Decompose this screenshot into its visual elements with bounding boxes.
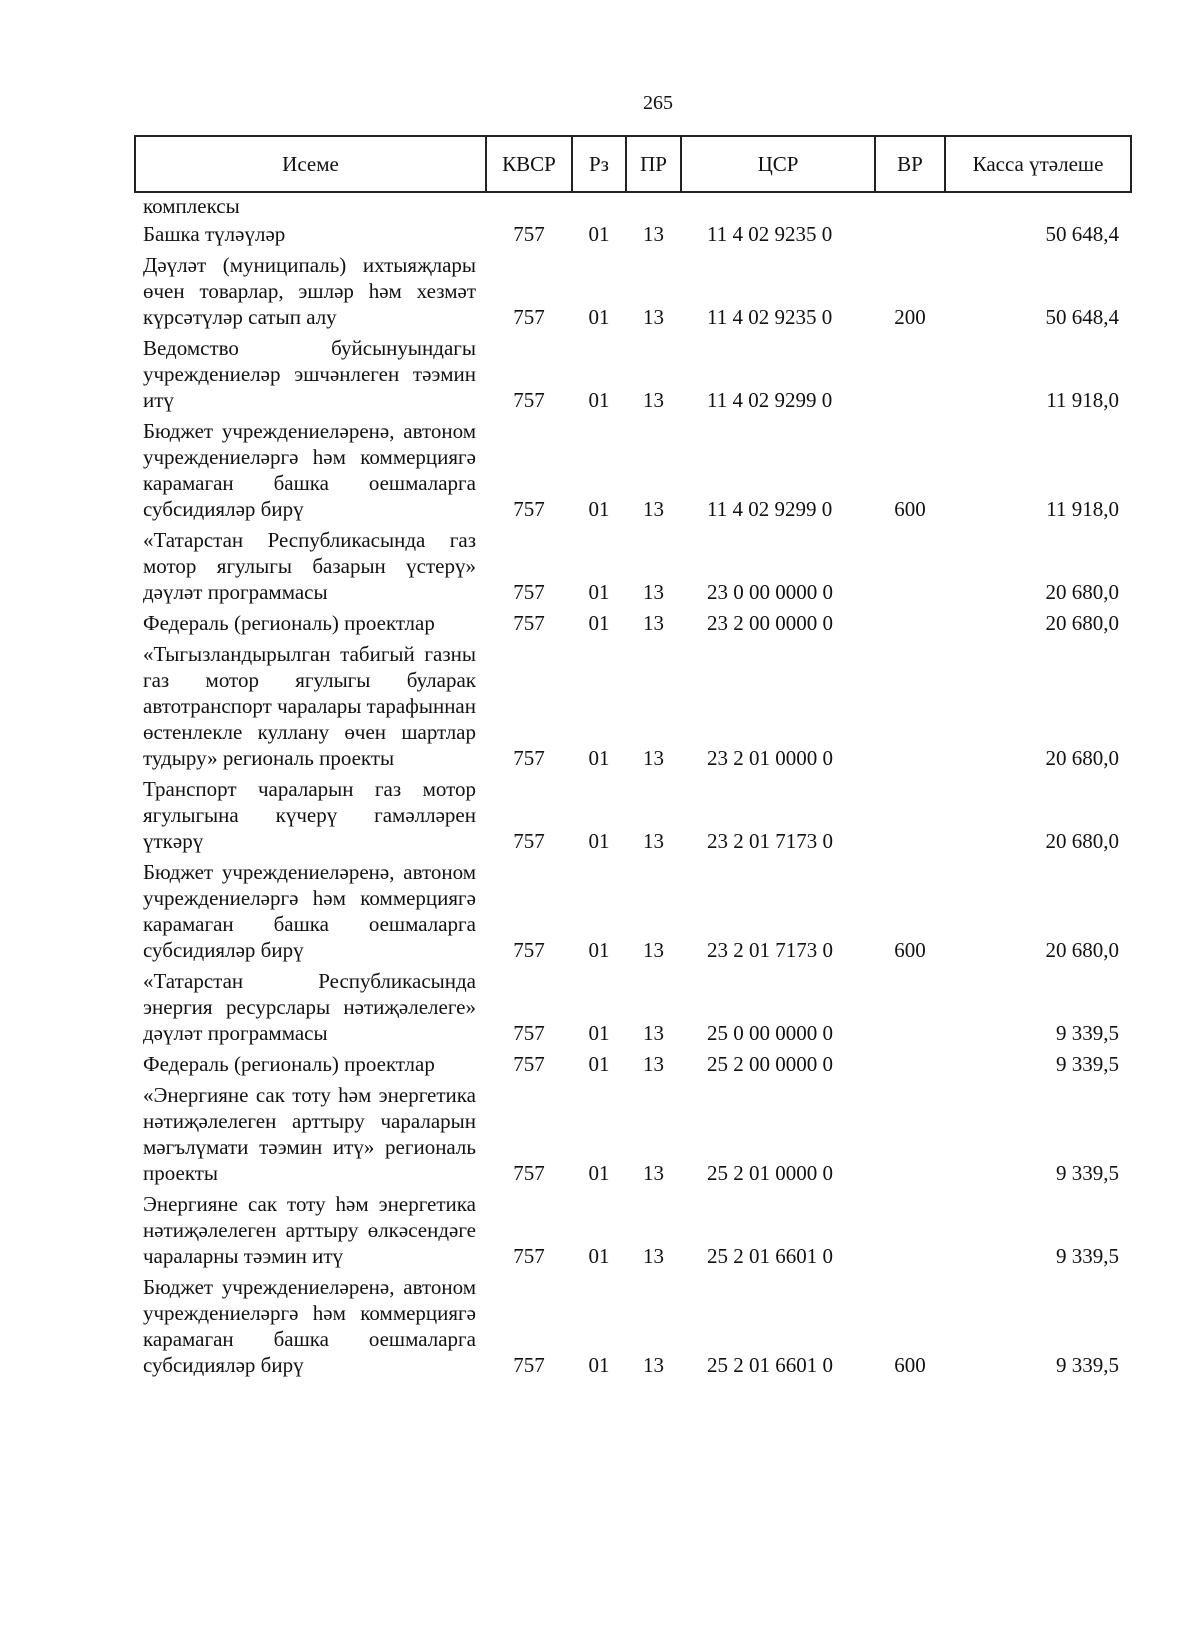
cell-csr: 23 0 00 0000 0 — [707, 580, 833, 604]
cell-sum: 20 680,0 — [1045, 580, 1119, 604]
cell-pr: 13 — [643, 497, 664, 521]
cell-sum: 20 680,0 — [1045, 611, 1119, 635]
cell-sum: 9 339,5 — [1056, 1052, 1119, 1076]
cell-kvsr: 757 — [513, 497, 545, 521]
continuation-row — [135, 192, 1131, 219]
cell-sum: 9 339,5 — [1056, 1161, 1119, 1185]
cell-csr: 23 2 01 0000 0 — [707, 746, 833, 770]
cell-vr — [875, 1049, 945, 1080]
cell-rz: 01 — [588, 1021, 610, 1045]
cell-name: Дәүләт (муниципаль) ихтыяҗлары өчен товарлар, эшләр һәм хезмәт күрсәтүләр сатып алу — [143, 253, 476, 329]
cell-pr: 13 — [643, 1244, 664, 1268]
cell-pr: 13 — [643, 829, 664, 853]
cell-vr — [875, 333, 945, 416]
cell-name: Федераль (региональ) проектлар — [143, 611, 435, 635]
header-name: Исеме — [135, 136, 486, 192]
cell-rz: 01 — [588, 388, 610, 412]
cell-csr: 23 2 01 7173 0 — [707, 938, 833, 962]
table-row — [135, 1189, 1131, 1272]
table-row — [135, 774, 1131, 857]
cell-csr: 23 2 01 7173 0 — [707, 829, 833, 853]
table-row — [135, 966, 1131, 1049]
cell-name: Бюджет учреждениеләренә, автоном учреждениеләргә һәм коммерциягә карамаган башка оешмаларга субсидияләр бирү — [143, 419, 476, 521]
cell-name: «Энергияне сак тоту һәм энергетика нәтиҗәлелеген арттыру чараларын мәгълүмати тәэмин итү» региональ проекты — [143, 1083, 476, 1185]
table-row — [135, 250, 1131, 333]
cell-vr — [875, 774, 945, 857]
header-rz: Рз — [572, 136, 626, 192]
cell-rz: 01 — [588, 746, 610, 770]
cell-name: Энергияне сак тоту һәм энергетика нәтиҗәлелеген арттыру өлкәсендәге чараларны тәэмин итү — [143, 1192, 476, 1268]
cell-name: Ведомство буйсынуындагы учреждениеләр эшчәнлеген тәэмин итү — [143, 336, 476, 412]
header-kvsr: КВСР — [486, 136, 572, 192]
cell-name: «Татарстан Республикасында энергия ресурслары нәтиҗәлелеге» дәүләт программасы — [143, 969, 476, 1045]
cell-kvsr: 757 — [513, 222, 545, 246]
cell-csr: 11 4 02 9299 0 — [707, 388, 833, 412]
header-csr: ЦСР — [681, 136, 875, 192]
cell-name: Бюджет учреждениеләренә, автоном учреждениеләргә һәм коммерциягә карамаган башка оешмаларга субсидияләр бирү — [143, 1275, 476, 1377]
cell-sum: 9 339,5 — [1056, 1021, 1119, 1045]
cell-vr — [875, 219, 945, 250]
table-row — [135, 219, 1131, 250]
cell-kvsr: 757 — [513, 1353, 545, 1377]
cell-kvsr: 757 — [513, 305, 545, 329]
cell-vr: 600 — [894, 938, 926, 962]
cell-name: «Татарстан Республикасында газ мотор ягулыгы базарын үстерү» дәүләт программасы — [143, 528, 476, 604]
page-number: 265 — [643, 92, 673, 114]
cell-pr: 13 — [643, 580, 664, 604]
cell-rz: 01 — [588, 1052, 610, 1076]
continuation-text: комплексы — [143, 194, 240, 218]
cell-rz: 01 — [588, 580, 610, 604]
cell-csr: 11 4 02 9235 0 — [707, 222, 833, 246]
cell-kvsr: 757 — [513, 1244, 545, 1268]
cell-vr — [875, 525, 945, 608]
cell-name: «Тыгызландырылган табигый газны газ мотор ягулыгы буларак автотранспорт чаралары тарафыннан өстенлекле куллану өчен шартлар тудыру» региональ проекты — [143, 642, 476, 770]
cell-pr: 13 — [643, 1021, 664, 1045]
cell-pr: 13 — [643, 1161, 664, 1185]
cell-name: Бюджет учреждениеләренә, автоном учреждениеләргә һәм коммерциягә карамаган башка оешмаларга субсидияләр бирү — [143, 860, 476, 962]
cell-sum: 20 680,0 — [1045, 746, 1119, 770]
header-vr: ВР — [875, 136, 945, 192]
cell-rz: 01 — [588, 829, 610, 853]
cell-kvsr: 757 — [513, 938, 545, 962]
cell-sum: 9 339,5 — [1056, 1244, 1119, 1268]
table-row — [135, 1049, 1131, 1080]
table-row — [135, 608, 1131, 639]
cell-sum: 9 339,5 — [1056, 1353, 1119, 1377]
budget-table — [134, 135, 1132, 1381]
cell-name: Транспорт чараларын газ мотор ягулыгына күчерү гамәлләрен үткәрү — [143, 777, 476, 853]
cell-rz: 01 — [588, 1244, 610, 1268]
table-row — [135, 416, 1131, 525]
cell-sum: 50 648,4 — [1045, 222, 1119, 246]
cell-vr — [875, 608, 945, 639]
cell-csr: 25 2 01 0000 0 — [707, 1161, 833, 1185]
cell-rz: 01 — [588, 1161, 610, 1185]
cell-pr: 13 — [643, 611, 664, 635]
cell-kvsr: 757 — [513, 746, 545, 770]
cell-rz: 01 — [588, 938, 610, 962]
cell-kvsr: 757 — [513, 580, 545, 604]
cell-sum: 50 648,4 — [1045, 305, 1119, 329]
cell-vr: 600 — [894, 497, 926, 521]
cell-vr — [875, 1189, 945, 1272]
cell-vr: 200 — [894, 305, 926, 329]
cell-rz: 01 — [588, 222, 610, 246]
table-row — [135, 1080, 1131, 1189]
cell-pr: 13 — [643, 1052, 664, 1076]
table-row — [135, 525, 1131, 608]
cell-csr: 25 0 00 0000 0 — [707, 1021, 833, 1045]
cell-rz: 01 — [588, 611, 610, 635]
table-header-row — [135, 136, 1131, 192]
header-sum: Касса үтәлеше — [945, 136, 1131, 192]
cell-kvsr: 757 — [513, 1021, 545, 1045]
cell-csr: 11 4 02 9235 0 — [707, 305, 833, 329]
cell-kvsr: 757 — [513, 829, 545, 853]
cell-sum: 11 918,0 — [1046, 497, 1119, 521]
cell-pr: 13 — [643, 746, 664, 770]
table-body — [135, 192, 1131, 1381]
cell-vr — [875, 639, 945, 774]
cell-pr: 13 — [643, 938, 664, 962]
cell-pr: 13 — [643, 1353, 664, 1377]
cell-rz: 01 — [588, 1353, 610, 1377]
cell-csr: 23 2 00 0000 0 — [707, 611, 833, 635]
cell-csr: 11 4 02 9299 0 — [707, 497, 833, 521]
cell-csr: 25 2 00 0000 0 — [707, 1052, 833, 1076]
cell-vr — [875, 966, 945, 1049]
cell-kvsr: 757 — [513, 1161, 545, 1185]
table-row — [135, 639, 1131, 774]
table-row — [135, 1272, 1131, 1381]
cell-name: Федераль (региональ) проектлар — [143, 1052, 435, 1076]
cell-kvsr: 757 — [513, 611, 545, 635]
cell-sum: 11 918,0 — [1046, 388, 1119, 412]
cell-rz: 01 — [588, 497, 610, 521]
cell-pr: 13 — [643, 305, 664, 329]
table-row — [135, 333, 1131, 416]
cell-vr: 600 — [894, 1353, 926, 1377]
cell-name: Башка түләүләр — [143, 222, 286, 246]
cell-sum: 20 680,0 — [1045, 829, 1119, 853]
cell-kvsr: 757 — [513, 388, 545, 412]
cell-pr: 13 — [643, 222, 664, 246]
cell-csr: 25 2 01 6601 0 — [707, 1353, 833, 1377]
header-pr: ПР — [626, 136, 681, 192]
cell-kvsr: 757 — [513, 1052, 545, 1076]
cell-csr: 25 2 01 6601 0 — [707, 1244, 833, 1268]
cell-pr: 13 — [643, 388, 664, 412]
cell-sum: 20 680,0 — [1045, 938, 1119, 962]
table-row — [135, 857, 1131, 966]
cell-vr — [875, 1080, 945, 1189]
cell-rz: 01 — [588, 305, 610, 329]
